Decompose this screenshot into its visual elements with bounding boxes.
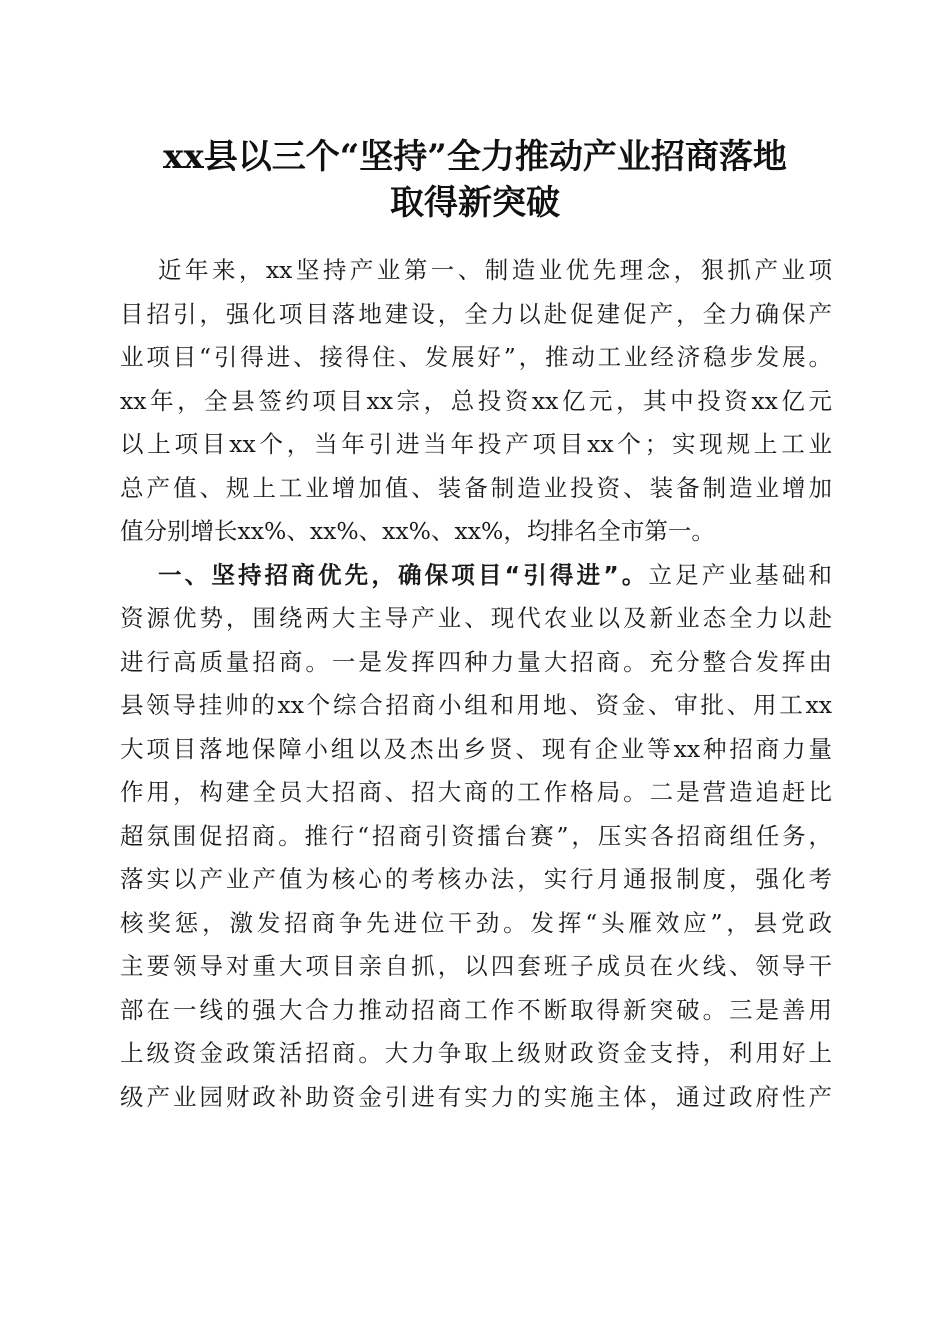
document-title <box>90 134 860 226</box>
text-line: 值分别增长xx%、xx%、xx%、xx%，均排名全市第一。 <box>120 517 715 545</box>
text-line: 落实以产业产值为核心的考核办法，实行月通报制度，强化考 <box>120 865 832 893</box>
text-line: 主要领导对重大项目亲自抓，以四套班子成员在火线、领导干 <box>120 952 832 980</box>
text-line: 近年来，xx坚持产业第一、制造业优先理念，狠抓产业项 <box>158 256 832 284</box>
text-line: 大项目落地保障小组以及杰出乡贤、现有企业等xx种招商力量 <box>120 734 832 763</box>
text-line: 以上项目xx个，当年引进当年投产项目xx个；实现规上工业 <box>120 430 832 458</box>
text-line: 县领导挂帅的xx个综合招商小组和用地、资金、审批、用工xx <box>120 691 832 719</box>
text-line: 总产值、规上工业增加值、装备制造业投资、装备制造业增加 <box>120 473 832 502</box>
text-line: 资源优势，围绕两大主导产业、现代农业以及新业态全力以赴 <box>120 604 832 632</box>
text-line: 作用，构建全员大招商、招大商的工作格局。二是营造追赶比 <box>120 778 832 806</box>
text-line: xx年，全县签约项目xx宗，总投资xx亿元，其中投资xx亿元 <box>120 386 832 415</box>
paragraph-intro <box>120 249 832 554</box>
text-line: 级产业园财政补助资金引进有实力的实施主体，通过政府性产 <box>120 1082 832 1111</box>
text-line: 超氛围促招商。推行“招商引资擂台赛”，压实各招商组任务， <box>120 821 832 850</box>
text-line: 目招引，强化项目落地建设，全力以赴促建促产，全力确保产 <box>120 299 832 328</box>
section-heading: 一、坚持招商优先，确保项目“引得进”。 <box>158 560 649 589</box>
section-first-line <box>120 554 832 598</box>
section-first-line-text: 立足产业基础和 <box>648 560 833 589</box>
text-line: 上级资金政策活招商。大力争取上级财政资金支持，利用好上 <box>120 1039 832 1067</box>
text-line: 部在一线的强大合力推动招商工作不断取得新突破。三是善用 <box>120 995 832 1024</box>
paragraph-section-1 <box>120 554 832 1120</box>
text-line: 核奖惩，激发招商争先进位干劲。发挥“头雁效应”，县党政 <box>120 908 832 937</box>
title-line-2: 取得新突破 <box>390 183 560 223</box>
text-line: 进行高质量招商。一是发挥四种力量大招商。充分整合发挥由 <box>120 647 832 676</box>
document-body <box>120 249 832 1119</box>
title-line-1: xx县以三个“坚持”全力推动产业招商落地 <box>163 137 787 177</box>
text-line: 业项目“引得进、接得住、发展好”，推动工业经济稳步发展。 <box>120 343 832 371</box>
